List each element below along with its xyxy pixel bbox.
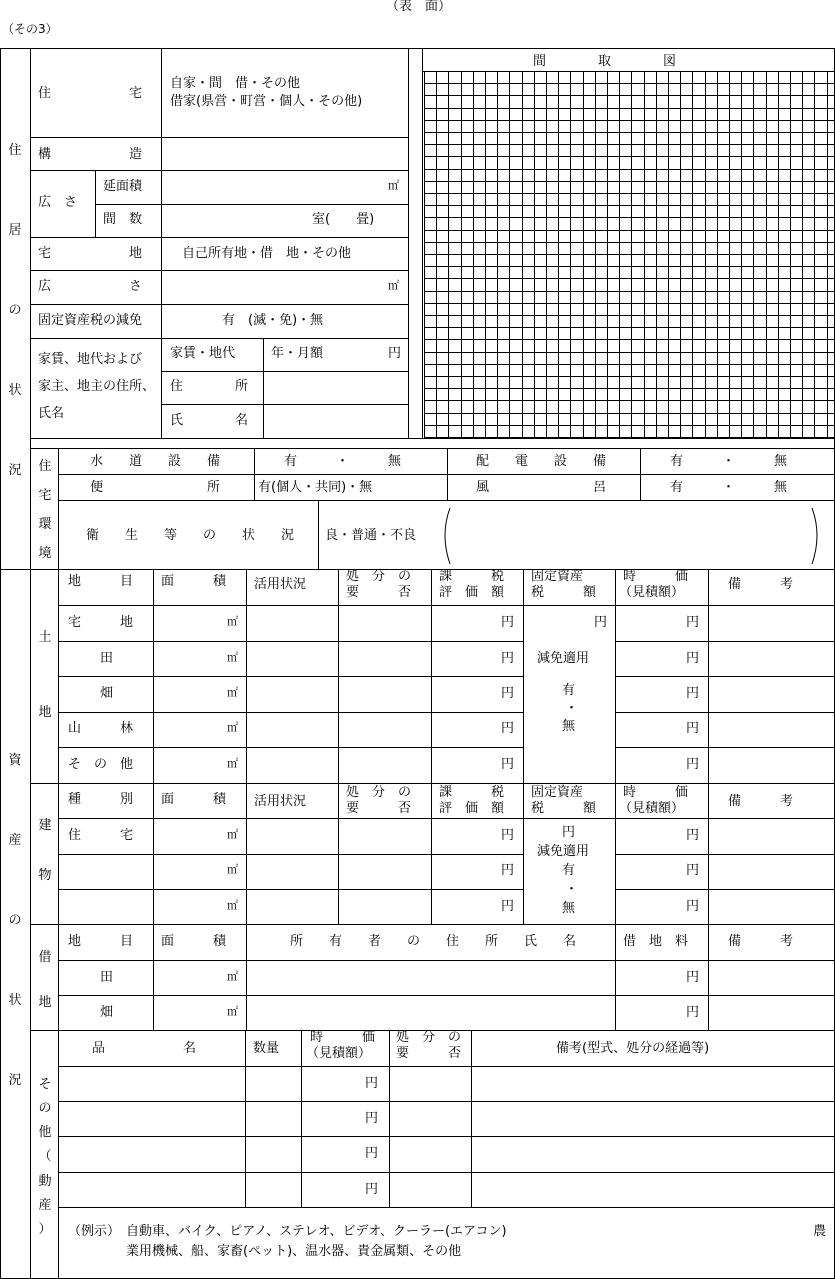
bldg-h-area: 面 積 (161, 792, 227, 807)
leased-rent-yen: 円 (686, 970, 700, 985)
assets-section-label: 資 産 の 状 況 (8, 752, 22, 1088)
land-h-taxable-2: 評 価 額 (439, 585, 505, 600)
leased-h-area: 面 積 (161, 934, 227, 949)
floor-area-label: 延面積 (103, 179, 143, 194)
water-label: 水 道 設 備 (90, 454, 221, 469)
rent-sub-label: 家賃・地代 (170, 346, 236, 361)
land-reduction-no: 無 (562, 719, 576, 734)
housing-label: 住 宅 (38, 86, 143, 101)
bldg-h-market-2: （見積額） (619, 801, 685, 816)
land-taxable-yen: 円 (501, 615, 515, 630)
bldg-taxable-yen: 円 (501, 828, 515, 843)
other-h-disposal-1: 処 分 の (396, 1030, 462, 1045)
bldg-reduction-label: 減免適用 (537, 844, 590, 859)
living-section-label: 住 居 の 状 況 (8, 142, 22, 478)
land-market-yen: 円 (686, 757, 700, 772)
bldg-h-disposal-2: 要 否 (346, 801, 412, 816)
land-taxable-yen: 円 (501, 721, 515, 736)
rent-value: 年・月額 円 (271, 346, 402, 361)
leased-h-chimoku: 地 目 (68, 934, 134, 949)
leased-area-unit: ㎡ (227, 970, 238, 983)
form-subtitle: （その3） (2, 22, 58, 36)
bldg-market-yen: 円 (686, 899, 700, 914)
housing-value-1: 自家・間 借・その他 (170, 76, 301, 91)
bldg-area-unit: ㎡ (227, 863, 238, 876)
toilet-value: 有(個人・共同)・無 (258, 480, 373, 495)
bldg-taxable-yen: 円 (501, 899, 515, 914)
landlord-address-label: 住 所 (170, 379, 249, 394)
land-h-market-2: （見積額） (619, 585, 685, 600)
land-reduction-dot: ・ (565, 701, 579, 716)
land-row-forest: 山 林 (68, 721, 134, 736)
example-line-1-end: 農 (813, 1224, 827, 1239)
land-market-yen: 円 (686, 721, 700, 736)
other-h-market-2: （見積額） (306, 1046, 372, 1061)
tax-reduction-label: 固定資産税の減免 (38, 313, 143, 328)
leased-area-unit: ㎡ (227, 1005, 238, 1018)
land-label: 宅 地 (38, 246, 143, 261)
land-taxable-yen: 円 (501, 757, 515, 772)
water-value: 有 ・ 無 (284, 454, 402, 469)
bath-value: 有 ・ 無 (670, 480, 788, 495)
leased-row-paddy: 田 (100, 970, 114, 985)
land-area-unit: ㎡ (227, 757, 238, 770)
land-market-yen: 円 (686, 615, 700, 630)
bldg-h-market-1: 時 価 (623, 785, 689, 800)
land-area-unit: ㎡ (227, 651, 238, 664)
rent-label-1: 家賃、地代および (38, 352, 143, 367)
bldg-h-usage: 活用状況 (254, 794, 307, 809)
rooms-unit: 室( 畳) (312, 212, 375, 227)
floor-area-unit: ㎡ (388, 179, 399, 192)
rent-label-3: 氏名 (38, 406, 65, 421)
bldg-market-yen: 円 (686, 828, 700, 843)
land-row-field: 畑 (100, 686, 114, 701)
floor-plan-title: 間 取 図 (533, 54, 677, 69)
building-group-label: 建 物 (38, 817, 52, 883)
power-label: 配 電 設 備 (476, 454, 607, 469)
leased-rent-yen: 円 (686, 1005, 700, 1020)
bldg-area-unit: ㎡ (227, 899, 238, 912)
land-h-fixedtax-1: 固定資産 (531, 569, 584, 584)
land-group-label: 土 地 (38, 630, 52, 720)
other-market-yen: 円 (365, 1182, 379, 1197)
bldg-taxable-yen: 円 (501, 863, 515, 878)
land-h-disposal-2: 要 否 (346, 585, 412, 600)
land-h-usage: 活用状況 (254, 577, 307, 592)
land-value: 自己所有地・借 地・その他 (182, 246, 352, 261)
land-reduction-yes: 有 (562, 683, 576, 698)
other-market-yen: 円 (365, 1146, 379, 1161)
leased-h-rent: 借 地 料 (623, 934, 689, 949)
landlord-name-label: 氏 名 (170, 413, 249, 428)
other-h-market-1: 時 価 (310, 1030, 376, 1045)
structure-label: 構 造 (38, 147, 143, 162)
land-h-taxable-1: 課 税 (439, 569, 505, 584)
housing-value-2: 借家(県営・町営・個人・その他) (170, 94, 363, 109)
land-fixedtax-yen: 円 (594, 615, 608, 630)
land-size-unit: ㎡ (388, 279, 399, 292)
other-market-yen: 円 (365, 1111, 379, 1126)
other-h-remarks: 備考(型式、処分の経過等) (556, 1041, 710, 1056)
land-h-fixedtax-2: 税 額 (531, 585, 597, 600)
land-area-unit: ㎡ (227, 686, 238, 699)
bldg-h-fixedtax-2: 税 額 (531, 801, 597, 816)
land-h-chimoku: 地 目 (68, 574, 134, 589)
bldg-h-fixedtax-1: 固定資産 (531, 785, 584, 800)
land-market-yen: 円 (686, 686, 700, 701)
other-group-label: そ の 他 （ 動 産 ） (38, 1076, 52, 1238)
bldg-h-remarks: 備 考 (728, 794, 794, 809)
bath-label: 風 呂 (476, 480, 607, 495)
rooms-label: 間 数 (103, 212, 143, 227)
land-area-unit: ㎡ (227, 721, 238, 734)
bldg-h-disposal-1: 処 分 の (346, 785, 412, 800)
bldg-reduction-dot: ・ (565, 882, 579, 897)
land-taxable-yen: 円 (501, 651, 515, 666)
land-h-remarks: 備 考 (728, 577, 794, 592)
power-value: 有 ・ 無 (670, 454, 788, 469)
land-reduction-label: 減免適用 (537, 651, 590, 666)
bldg-reduction-no: 無 (562, 901, 576, 916)
rent-label-2: 家主、地主の住所、 (38, 379, 156, 394)
other-h-qty: 数量 (253, 1041, 280, 1056)
land-row-paddy: 田 (100, 651, 114, 666)
land-taxable-yen: 円 (501, 686, 515, 701)
leased-group-label: 借 地 (38, 950, 52, 1010)
bldg-h-taxable-2: 評 価 額 (439, 801, 505, 816)
other-h-item: 品 名 (92, 1041, 197, 1056)
bldg-market-yen: 円 (686, 863, 700, 878)
bldg-h-taxable-1: 課 税 (439, 785, 505, 800)
land-h-area: 面 積 (161, 574, 227, 589)
land-row-residential: 宅 地 (68, 615, 134, 630)
toilet-label: 便 所 (90, 480, 221, 495)
land-row-other: そ の 他 (68, 757, 134, 772)
size-label: 広 さ (38, 195, 78, 210)
land-h-disposal-1: 処 分 の (346, 569, 412, 584)
bldg-reduction-yes: 有 (562, 863, 576, 878)
land-area-unit: ㎡ (227, 615, 238, 628)
example-line-1: 自動車、バイク、ピアノ、ステレオ、ビデオ、クーラー(エアコン) (126, 1224, 507, 1239)
leased-row-field: 畑 (100, 1005, 114, 1020)
bldg-h-type: 種 別 (68, 792, 134, 807)
land-h-market-1: 時 価 (623, 569, 689, 584)
other-h-disposal-2: 要 否 (396, 1046, 462, 1061)
land-size-label: 広 さ (38, 279, 143, 294)
leased-h-remarks: 備 考 (728, 934, 794, 949)
example-line-2: 業用機械、船、家畜(ペット)、温水器、貴金属類、その他 (126, 1244, 462, 1259)
tax-reduction-value: 有 (滅・免)・無 (222, 313, 324, 328)
hygiene-label: 衛 生 等 の 状 況 (86, 528, 295, 543)
leased-h-owner: 所 有 者 の 住 所 氏 名 (290, 934, 577, 949)
example-label: （例示） (68, 1224, 121, 1239)
other-market-yen: 円 (365, 1076, 379, 1091)
page-title: （表 面） (386, 0, 452, 14)
env-section-label: 住 宅 環 境 (38, 459, 52, 561)
land-market-yen: 円 (686, 651, 700, 666)
bldg-fixedtax-yen: 円 (562, 825, 576, 840)
hygiene-value: 良・普通・不良 (325, 528, 417, 543)
bldg-area-unit: ㎡ (227, 828, 238, 841)
bldg-row-house: 住 宅 (68, 828, 134, 843)
